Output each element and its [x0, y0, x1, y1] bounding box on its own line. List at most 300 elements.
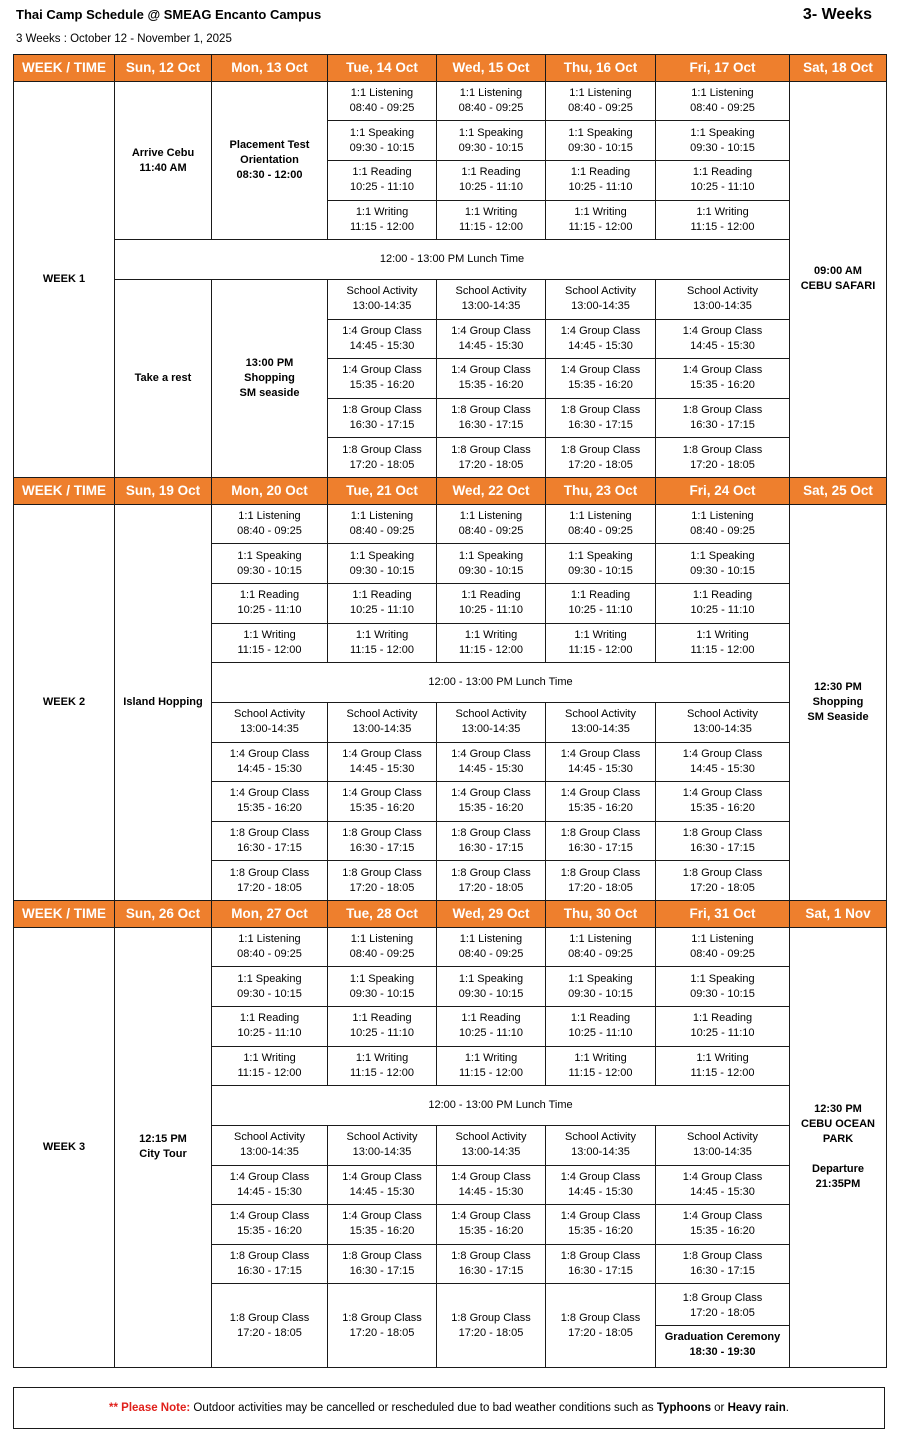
lesson-name: 1:1 Speaking [458, 126, 524, 139]
class-slot [546, 782, 656, 822]
class-slot [212, 623, 328, 663]
class-slot [212, 1244, 328, 1284]
lesson-time: 09:30 - 10:15 [690, 987, 755, 1000]
class-slot [656, 702, 790, 742]
lesson-name: 1:8 Group Class [682, 443, 763, 456]
lesson-time: 16:30 - 17:15 [458, 842, 524, 855]
lesson-time: 11:15 - 12:00 [568, 220, 633, 233]
lesson-time: 15:35 - 16:20 [349, 379, 415, 392]
class-slot [546, 438, 656, 478]
lesson-name: 1:4 Group Class [342, 1210, 422, 1223]
lesson-time: 13:00-14:35 [571, 1146, 630, 1159]
class-slot [328, 359, 437, 399]
lesson-time: 17:20 - 18:05 [237, 1326, 302, 1339]
lunch-time: 12:00 - 13:00 PM Lunch Time [115, 240, 790, 280]
class-slot [546, 742, 656, 782]
lesson-time: 16:30 - 17:15 [349, 842, 415, 855]
lesson-name: 1:1 Reading [352, 1012, 412, 1025]
lesson-time: 08:40 - 09:25 [458, 525, 524, 538]
lesson-name: School Activity [455, 708, 527, 721]
lesson-name: 1:4 Group Class [560, 1210, 641, 1223]
lesson-time: 14:45 - 15:30 [568, 762, 633, 775]
class-slot [328, 742, 437, 782]
lesson-name: 1:4 Group Class [451, 364, 531, 377]
lesson-time: 13:00-14:35 [461, 300, 521, 313]
lesson-name: 1:1 Reading [570, 589, 631, 602]
lesson-name: 1:8 Group Class [560, 1311, 641, 1324]
class-slot [656, 1007, 790, 1047]
lesson-time: 16:30 - 17:15 [568, 419, 633, 432]
class-slot [546, 623, 656, 663]
lesson-time: 10:25 - 11:10 [349, 604, 414, 617]
class-slot [328, 927, 437, 967]
lesson-name: 1:4 Group Class [682, 1210, 763, 1223]
sunday-activity-line: City Tour [139, 1148, 187, 1161]
class-slot [212, 702, 328, 742]
slot-row [14, 279, 887, 319]
lesson-time: 11:15 - 12:00 [349, 1066, 414, 1079]
lesson-time: 16:30 - 17:15 [458, 1265, 524, 1278]
class-slot [212, 782, 328, 822]
class-slot [546, 359, 656, 399]
lesson-time: 09:30 - 10:15 [458, 564, 524, 577]
class-slot [656, 438, 790, 478]
lesson-time: 17:20 - 18:05 [690, 881, 755, 894]
lesson-time: 15:35 - 16:20 [458, 1225, 524, 1238]
class-slot [328, 702, 437, 742]
class-slot [656, 359, 790, 399]
class-slot [328, 279, 437, 319]
lesson-name: 1:1 Reading [461, 166, 521, 179]
lesson-name: 1:1 Writing [243, 628, 296, 641]
lesson-time: 11:15 - 12:00 [568, 1066, 633, 1079]
lesson-name: 1:1 Writing [355, 1051, 409, 1064]
lesson-name: School Activity [455, 285, 527, 298]
lesson-time: 15:35 - 16:20 [349, 1225, 415, 1238]
lesson-name: 1:8 Group Class [229, 827, 310, 840]
lesson-name: 1:1 Reading [461, 589, 521, 602]
lesson-time: 08:40 - 09:25 [349, 525, 415, 538]
lesson-name: 1:4 Group Class [451, 1210, 531, 1223]
lesson-time: 16:30 - 17:15 [349, 1265, 415, 1278]
class-slot [656, 821, 790, 861]
lesson-name: 1:4 Group Class [229, 1170, 310, 1183]
class-slot [437, 398, 546, 438]
lesson-name: School Activity [565, 285, 636, 298]
lesson-name: School Activity [346, 708, 418, 721]
lesson-name: 1:1 Listening [350, 87, 414, 100]
lesson-name: 1:1 Speaking [568, 126, 633, 139]
saturday-activity-line: 21:35PM [815, 1178, 861, 1191]
lesson-name: 1:1 Writing [574, 628, 627, 641]
lesson-name: 1:1 Listening [350, 933, 414, 946]
lesson-time: 16:30 - 17:15 [690, 842, 755, 855]
class-slot [328, 438, 437, 478]
monday-shopping-line: SM seaside [239, 386, 300, 399]
lesson-name: 1:4 Group Class [342, 324, 422, 337]
lesson-name: School Activity [565, 1131, 636, 1144]
saturday-activity [790, 81, 887, 477]
lesson-time: 11:15 - 12:00 [349, 643, 414, 656]
note-typhoons: Typhoons [656, 1402, 711, 1414]
class-slot [437, 1046, 546, 1086]
class-slot [437, 279, 546, 319]
class-slot [212, 1205, 328, 1245]
class-slot [656, 927, 790, 967]
lesson-time: 08:40 - 09:25 [458, 102, 524, 115]
lesson-time: 14:45 - 15:30 [237, 1185, 302, 1198]
class-slot [656, 544, 790, 584]
day-header: Fri, 17 Oct [656, 55, 790, 82]
class-slot [656, 1165, 790, 1205]
class-slot [546, 584, 656, 624]
lesson-time: 11:15 - 12:00 [458, 220, 523, 233]
lesson-time: 16:30 - 17:15 [690, 1265, 755, 1278]
note-heavy-rain: Heavy rain [727, 1402, 786, 1414]
lesson-time: 10:25 - 11:10 [690, 1027, 755, 1040]
lesson-time: 13:00-14:35 [693, 723, 752, 736]
lesson-name: 1:1 Listening [350, 510, 414, 523]
day-header: Tue, 28 Oct [328, 901, 437, 928]
day-header: Fri, 24 Oct [656, 478, 790, 505]
lesson-time: 09:30 - 10:15 [458, 987, 524, 1000]
lesson-name: 1:1 Listening [691, 510, 754, 523]
lesson-name: 1:8 Group Class [342, 1311, 422, 1324]
lesson-name: School Activity [687, 708, 758, 721]
class-slot [546, 1125, 656, 1165]
lesson-time: 10:25 - 11:10 [568, 1027, 633, 1040]
lesson-name: 1:1 Reading [692, 589, 753, 602]
lesson-name: 1:1 Speaking [349, 126, 415, 139]
class-slot [328, 861, 437, 901]
lesson-time: 17:20 - 18:05 [349, 458, 415, 471]
class-slot [328, 81, 437, 121]
lesson-name: 1:1 Listening [691, 933, 754, 946]
lesson-time: 13:00-14:35 [352, 1146, 412, 1159]
lesson-time: 13:00-14:35 [461, 723, 521, 736]
lesson-time: 15:35 - 16:20 [349, 802, 415, 815]
lesson-name: School Activity [234, 1131, 305, 1144]
class-slot [656, 861, 790, 901]
class-slot [212, 504, 328, 544]
lesson-time: 17:20 - 18:05 [458, 1326, 524, 1339]
day-header: Mon, 13 Oct [212, 55, 328, 82]
sunday-arrival [115, 81, 212, 240]
lesson-name: 1:1 Speaking [690, 972, 755, 985]
lesson-name: 1:1 Writing [243, 1051, 296, 1064]
lesson-name: 1:8 Group Class [451, 827, 531, 840]
lesson-time: 10:25 - 11:10 [237, 1027, 302, 1040]
monday-shopping [212, 279, 328, 477]
lesson-name: 1:1 Reading [692, 1012, 753, 1025]
lesson-name: 1:4 Group Class [451, 324, 531, 337]
lesson-time: 17:20 - 18:05 [568, 1326, 633, 1339]
lesson-time: 10:25 - 11:10 [568, 181, 633, 194]
lesson-name: 1:1 Listening [569, 87, 632, 100]
week-label: WEEK 2 [14, 504, 115, 900]
lesson-time: 15:35 - 16:20 [568, 379, 633, 392]
class-slot [656, 623, 790, 663]
lesson-time: 10:25 - 11:10 [349, 1027, 414, 1040]
lesson-time: 14:45 - 15:30 [690, 339, 755, 352]
lesson-time: 13:00-14:35 [571, 300, 630, 313]
class-slot [437, 359, 546, 399]
monday-placement-line: Orientation [240, 154, 299, 167]
lesson-time: 08:40 - 09:25 [458, 948, 524, 961]
lesson-name: 1:4 Group Class [229, 747, 310, 760]
lesson-name: 1:8 Group Class [682, 1292, 763, 1305]
lesson-time: 08:40 - 09:25 [568, 948, 633, 961]
lesson-name: 1:4 Group Class [560, 1170, 641, 1183]
sunday-activity-line: 12:15 PM [139, 1133, 187, 1146]
lesson-name: 1:1 Listening [459, 510, 523, 523]
lesson-name: 1:8 Group Class [682, 866, 763, 879]
class-slot [437, 161, 546, 201]
lesson-name: 1:1 Reading [352, 589, 412, 602]
class-slot [656, 319, 790, 359]
lesson-time: 15:35 - 16:20 [690, 379, 755, 392]
lesson-time: 11:15 - 12:00 [458, 643, 523, 656]
lesson-time: 14:45 - 15:30 [690, 1185, 755, 1198]
sunday-rest: Take a rest [115, 279, 212, 477]
class-slot [656, 504, 790, 544]
lesson-name: 1:4 Group Class [342, 747, 422, 760]
lesson-time: 09:30 - 10:15 [349, 987, 415, 1000]
lesson-name: School Activity [346, 285, 418, 298]
class-slot [656, 967, 790, 1007]
lesson-name: 1:4 Group Class [682, 364, 763, 377]
class-slot [546, 81, 656, 121]
class-slot [437, 1165, 546, 1205]
lesson-name: 1:8 Group Class [560, 827, 641, 840]
lesson-name: 1:8 Group Class [682, 1250, 763, 1263]
class-slot [546, 1046, 656, 1086]
graduation-title: Graduation Ceremony [664, 1331, 781, 1344]
lesson-time: 09:30 - 10:15 [237, 564, 302, 577]
saturday-activity [790, 927, 887, 1367]
lesson-name: 1:8 Group Class [342, 1250, 422, 1263]
class-slot [212, 821, 328, 861]
lesson-name: 1:1 Speaking [237, 549, 302, 562]
lesson-name: 1:8 Group Class [342, 866, 422, 879]
day-header: Tue, 14 Oct [328, 55, 437, 82]
lesson-name: 1:4 Group Class [560, 747, 641, 760]
lesson-name: 1:4 Group Class [682, 747, 763, 760]
lesson-time: 15:35 - 16:20 [237, 1225, 302, 1238]
class-slot [656, 1205, 790, 1245]
lesson-name: 1:4 Group Class [682, 787, 763, 800]
lesson-time: 08:40 - 09:25 [349, 948, 415, 961]
lesson-time: 10:25 - 11:10 [458, 604, 523, 617]
saturday-activity-line: SM Seaside [807, 710, 869, 723]
lesson-name: 1:4 Group Class [451, 1170, 531, 1183]
lesson-time: 11:15 - 12:00 [690, 1066, 755, 1079]
day-header: Sat, 1 Nov [790, 901, 887, 928]
day-header: Tue, 21 Oct [328, 478, 437, 505]
lesson-time: 17:20 - 18:05 [349, 1326, 415, 1339]
class-slot [212, 742, 328, 782]
graduation-ceremony [656, 1326, 789, 1364]
class-slot [656, 1244, 790, 1284]
lesson-name: 1:4 Group Class [560, 787, 641, 800]
lesson-time: 08:40 - 09:25 [568, 525, 633, 538]
lesson-name: 1:1 Speaking [237, 972, 302, 985]
lesson-name: 1:8 Group Class [682, 827, 763, 840]
lesson-time: 14:45 - 15:30 [568, 1185, 633, 1198]
lesson-time: 16:30 - 17:15 [237, 842, 302, 855]
lesson-name: 1:1 Reading [239, 1012, 300, 1025]
saturday-activity-line: 09:00 AM [814, 265, 862, 278]
lesson-name: 1:1 Speaking [690, 549, 755, 562]
class-slot [437, 1284, 546, 1368]
day-header: Fri, 31 Oct [656, 901, 790, 928]
day-header: Sat, 25 Oct [790, 478, 887, 505]
class-slot [212, 967, 328, 1007]
lesson-name: 1:8 Group Class [451, 1311, 531, 1324]
class-slot [212, 927, 328, 967]
day-header: Sun, 12 Oct [115, 55, 212, 82]
lesson-name: 1:1 Writing [355, 628, 409, 641]
lesson-time: 08:40 - 09:25 [690, 948, 755, 961]
lesson-name: 1:1 Reading [352, 166, 412, 179]
lesson-time: 08:40 - 09:25 [568, 102, 633, 115]
lesson-name: 1:1 Writing [696, 628, 749, 641]
class-slot [328, 821, 437, 861]
lesson-time: 14:45 - 15:30 [458, 339, 524, 352]
lesson-name: 1:1 Listening [569, 933, 632, 946]
lesson-time: 14:45 - 15:30 [349, 1185, 415, 1198]
class-slot [328, 1007, 437, 1047]
lesson-name: School Activity [687, 285, 758, 298]
lesson-time: 09:30 - 10:15 [349, 564, 415, 577]
class-slot [656, 584, 790, 624]
lesson-name: 1:1 Listening [459, 87, 523, 100]
lesson-name: 1:1 Speaking [458, 549, 524, 562]
lesson-time: 13:00-14:35 [352, 723, 412, 736]
lesson-name: 1:1 Speaking [349, 972, 415, 985]
class-slot [546, 1205, 656, 1245]
lesson-time: 13:00-14:35 [461, 1146, 521, 1159]
class-slot [546, 279, 656, 319]
lesson-name: 1:1 Writing [464, 205, 518, 218]
lesson-time: 15:35 - 16:20 [690, 802, 755, 815]
class-slot [212, 861, 328, 901]
lesson-time: 15:35 - 16:20 [690, 1225, 755, 1238]
class-slot [328, 319, 437, 359]
lesson-name: 1:8 Group Class [560, 443, 641, 456]
week-header-row [14, 901, 887, 928]
class-slot [546, 967, 656, 1007]
class-slot [656, 200, 790, 240]
sunday-activity [115, 927, 212, 1367]
day-header: Wed, 22 Oct [437, 478, 546, 505]
monday-placement-line: Placement Test [229, 139, 310, 152]
lesson-name: 1:8 Group Class [451, 443, 531, 456]
class-slot [656, 742, 790, 782]
class-slot [437, 544, 546, 584]
lesson-time: 14:45 - 15:30 [349, 339, 415, 352]
class-slot [656, 398, 790, 438]
lesson-name: 1:4 Group Class [682, 1170, 763, 1183]
lesson-time: 14:45 - 15:30 [349, 762, 415, 775]
class-slot [328, 1205, 437, 1245]
lesson-name: School Activity [687, 1131, 758, 1144]
saturday-activity-line: Departure [812, 1163, 864, 1176]
class-slot [328, 504, 437, 544]
graduation-time: 18:30 - 19:30 [689, 1346, 756, 1359]
lesson-name: 1:1 Listening [238, 510, 301, 523]
lesson-time: 11:15 - 12:00 [568, 643, 633, 656]
sunday-activity: Island Hopping [115, 504, 212, 900]
day-header: Thu, 23 Oct [546, 478, 656, 505]
lesson-time: 10:25 - 11:10 [237, 604, 302, 617]
class-slot [437, 1244, 546, 1284]
lesson-name: 1:1 Writing [696, 205, 749, 218]
lesson-name: 1:1 Writing [355, 205, 409, 218]
week-label: WEEK 3 [14, 927, 115, 1367]
class-slot [546, 504, 656, 544]
class-slot [437, 782, 546, 822]
class-slot [328, 1165, 437, 1205]
lesson-time: 17:20 - 18:05 [568, 881, 633, 894]
lesson-name: 1:4 Group Class [451, 787, 531, 800]
lesson-time: 17:20 - 18:05 [458, 881, 524, 894]
lesson-time: 16:30 - 17:15 [349, 419, 415, 432]
day-header: Wed, 15 Oct [437, 55, 546, 82]
lesson-name: School Activity [565, 708, 636, 721]
class-slot [546, 161, 656, 201]
lesson-name: 1:8 Group Class [229, 1250, 310, 1263]
lesson-time: 17:20 - 18:05 [458, 458, 524, 471]
lesson-time: 15:35 - 16:20 [458, 802, 524, 815]
lesson-time: 09:30 - 10:15 [237, 987, 302, 1000]
saturday-activity-line: 12:30 PM [814, 1103, 862, 1116]
lesson-time: 15:35 - 16:20 [458, 379, 524, 392]
lesson-time: 13:00-14:35 [571, 723, 630, 736]
lesson-time: 17:20 - 18:05 [237, 881, 302, 894]
lesson-name: 1:8 Group Class [451, 1250, 531, 1263]
class-slot [328, 544, 437, 584]
saturday-activity-line: 12:30 PM [814, 680, 862, 693]
class-slot [546, 861, 656, 901]
class-slot [328, 1244, 437, 1284]
class-slot [437, 623, 546, 663]
class-slot [437, 967, 546, 1007]
lesson-time: 11:15 - 12:00 [349, 220, 414, 233]
lesson-name: 1:1 Listening [691, 87, 754, 100]
class-slot [328, 398, 437, 438]
class-slot [656, 161, 790, 201]
class-slot [656, 279, 790, 319]
class-slot [437, 81, 546, 121]
lesson-name: 1:4 Group Class [451, 747, 531, 760]
saturday-activity-line: CEBU OCEAN [801, 1118, 875, 1131]
lesson-name: 1:4 Group Class [229, 1210, 310, 1223]
lesson-time: 13:00-14:35 [240, 723, 299, 736]
lesson-time: 09:30 - 10:15 [458, 141, 524, 154]
day-header: Sun, 26 Oct [115, 901, 212, 928]
class-slot [546, 1165, 656, 1205]
lesson-name: 1:4 Group Class [682, 324, 763, 337]
lesson-time: 08:40 - 09:25 [237, 948, 302, 961]
lesson-time: 10:25 - 11:10 [458, 181, 523, 194]
lesson-time: 08:40 - 09:25 [690, 525, 755, 538]
page-title: Thai Camp Schedule @ SMEAG Encanto Campus [16, 7, 322, 22]
lesson-name: 1:4 Group Class [342, 1170, 422, 1183]
lesson-name: 1:1 Speaking [568, 549, 633, 562]
lesson-time: 16:30 - 17:15 [568, 842, 633, 855]
lesson-time: 17:20 - 18:05 [568, 458, 633, 471]
